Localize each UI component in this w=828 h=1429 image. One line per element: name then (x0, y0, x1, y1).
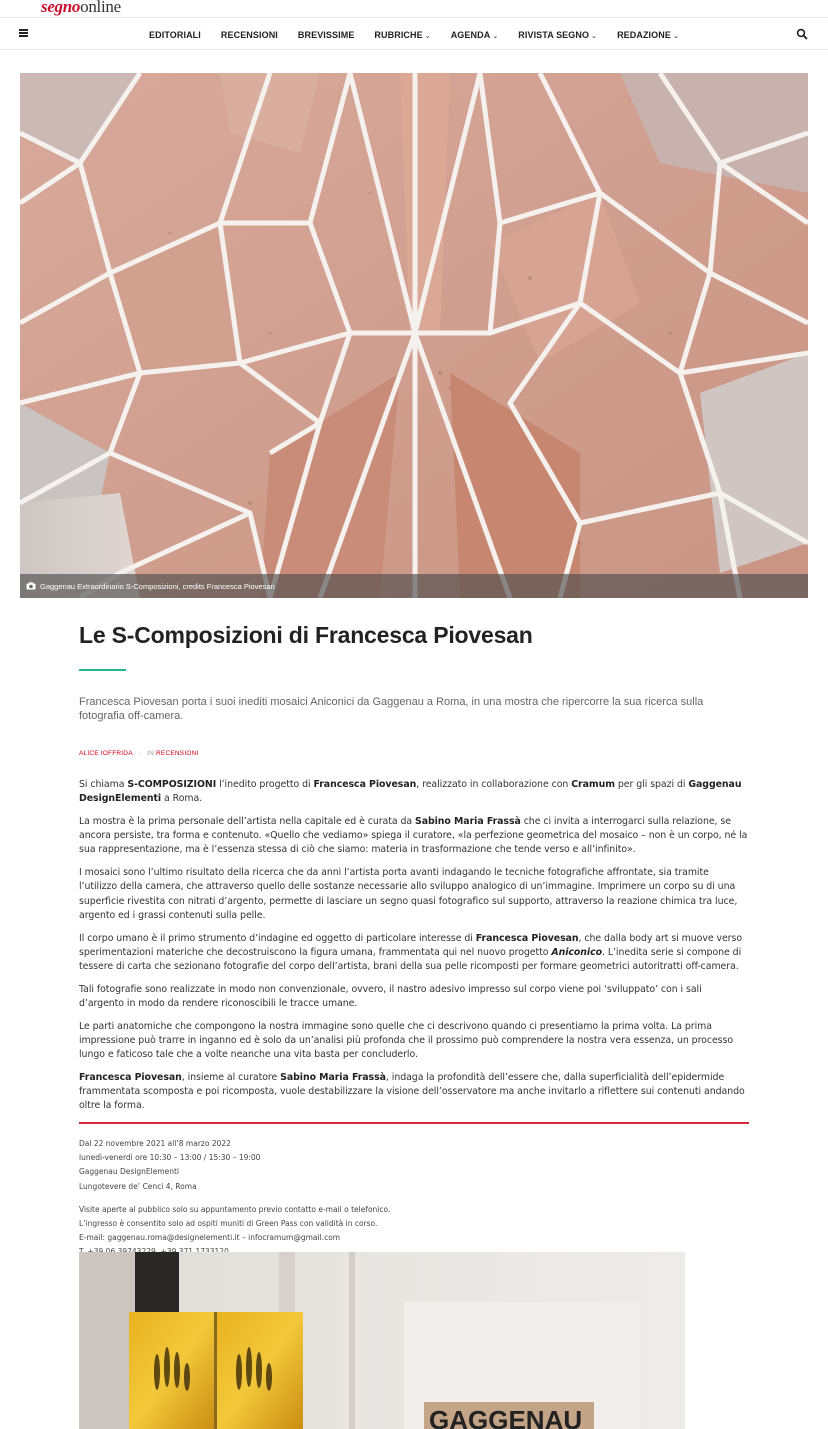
main-nav (0, 19, 828, 50)
chevron-down-icon: ⌄ (591, 32, 598, 40)
body-paragraph: Le parti anatomiche che compongono la nostra immagine sono quelle che ci descrivono quando ci presentiamo la prima volta. La prima impressione può trarre in inganno ed è solo da un’analisi più profonda che il prossimo può comprendere la nostra vera essenza, un processo lungo e faticoso tale che a volte neanche una vita basta per concluderlo. (79, 1020, 734, 1061)
nav-item-rubriche[interactable]: RUBRICHE ⌄ (374, 29, 431, 40)
article (79, 614, 749, 1260)
title-divider (79, 669, 126, 671)
body-paragraph: La mostra è la prima personale dell’artista nella capitale ed è curata da Sabino Maria Frassà che ci invita a interrogarci sulla relazione, se ancora persiste, tra forma e contenuto. «Quello che vediamo» spiega il curatore, «la perfezione geometrica del mosaico – non è un corpo, né la sua rappresentazione, ma è l’essenza stessa di ciò che siamo: materia in trasformazione che tende verso e all’infinito». (79, 815, 748, 856)
logo-segno: segno (41, 0, 81, 16)
article-lede: Francesca Piovesan porta i suoi inediti mosaici Aniconici da Gaggenau a Roma, in una mostra che ripercorre la sua ricerca sulla fotografia off-camera. (79, 696, 704, 722)
article-meta (79, 750, 749, 757)
meta-separator: - (138, 750, 142, 757)
body-paragraph: Il corpo umano è il primo strumento d’indagine ed oggetto di particolare interesse di Francesca Piovesan, che dalla body art si muove verso sperimentazioni materiche che decostruiscono la figura umana, frammentata qui nel nuovo progetto Aniconico. L’inedita serie si compone di tessere di carta che sezionano fotografie del corpo dell’artista, brani della sua pelle ricomposti per formare geometrici autoritratti off-camera. (79, 932, 743, 973)
exhibition-photo-art (79, 1252, 685, 1429)
author-link[interactable]: ALICE IOFFRIDA (79, 750, 133, 757)
exhibition-photo (79, 1252, 685, 1429)
hero-image (20, 73, 808, 598)
logo-online: online (80, 0, 121, 16)
logo-strip (0, 0, 828, 18)
main-navbar (0, 19, 828, 50)
body-paragraph: Francesca Piovesan, insieme al curatore Sabino Maria Frassà, indaga la profondità dell’essere che, dalla superficialità dell’epidermide frammentata scomposta e poi ricomposta, vuole destabilizzare la visione dell’osservatore ma anche invitarlo a riflettere sui contenuti andando oltre la forma. (79, 1071, 745, 1112)
search-icon[interactable] (796, 28, 808, 40)
hero-caption-text: Gaggenau Extraordinario S-Composizioni, credits Francesca Piovesan (40, 581, 275, 591)
nav-item-recensioni[interactable]: RECENSIONI (220, 29, 278, 40)
nav-item-rivista-segno[interactable]: RIVISTA SEGNO ⌄ (518, 29, 598, 40)
info-divider (79, 1122, 749, 1124)
mosaic-artwork (20, 73, 808, 598)
body-paragraph: Tali fotografie sono realizzate in modo non convenzionale, ovvero, il nastro adesivo impresso sul corpo viene poi ‘sviluppato’ con i sali d’argento in modo da rendere riconoscibili le tracce umane. (79, 983, 702, 1010)
site-logo[interactable] (41, 0, 121, 17)
article-body (79, 778, 749, 1114)
nav-item-redazione[interactable]: REDAZIONE ⌄ (617, 29, 679, 40)
chevron-down-icon: ⌄ (672, 32, 679, 40)
contact-email: E-mail: gaggenau.roma@designelementi.it – infocramum@gmail.com (79, 1233, 341, 1243)
chevron-down-icon: ⌄ (492, 32, 499, 40)
exhibition-venue: Gaggenau DesignElementi (79, 1167, 180, 1177)
exhibition-address: Lungotevere de’ Cenci 4, Roma (79, 1181, 197, 1191)
nav-item-editoriali[interactable]: EDITORIALI (149, 29, 201, 40)
exhibition-hours: lunedì-venerdì ore 10:30 – 13:00 / 15:30 – 19:00 (79, 1153, 261, 1163)
visit-note: L’ingresso è consentito solo ad ospiti muniti di Green Pass con validità in corso. (79, 1219, 378, 1229)
category-link[interactable]: RECENSIONI (156, 750, 199, 757)
exhibition-dates: Dal 22 novembre 2021 all’8 marzo 2022 (79, 1139, 231, 1149)
nav-item-agenda[interactable]: AGENDA ⌄ (450, 29, 499, 40)
article-title: Le S-Composizioni di Francesca Piovesan (79, 622, 533, 648)
nav-item-brevissime[interactable]: BREVISSIME (297, 29, 355, 40)
visit-note: Visite aperte al pubblico solo su appuntamento previo contatto e-mail o telefonico. (79, 1204, 391, 1214)
category-prefix: IN (147, 750, 155, 757)
body-paragraph: Si chiama S-COMPOSIZIONI l’inedito progetto di Francesca Piovesan, realizzato in collaborazione con Cramum per gli spazi di Gaggenau DesignElementi a Roma. (79, 779, 742, 805)
body-paragraph: I mosaici sono l’ultimo risultato della ricerca che da anni l’artista porta avanti indagando le tecniche fotografiche affrontate, sia tramite l’utilizzo della camera, che attraverso quello delle sostanze necessarie allo sviluppo analogico di un’immagine. Imprimere un corpo su di una superficie rivestita con nitrati d’argento, permette di lasciare un segno quasi fotografico sul supporto, attraverso la reazione chimica tra luce, argento ed i grassi contenuti sulla pelle. (79, 867, 738, 921)
camera-icon (26, 582, 36, 590)
svg-text:GAGGENAU: GAGGENAU (429, 1405, 583, 1429)
exhibition-info (79, 1137, 749, 1194)
hero-caption (20, 574, 808, 598)
chevron-down-icon: ⌄ (424, 32, 431, 40)
